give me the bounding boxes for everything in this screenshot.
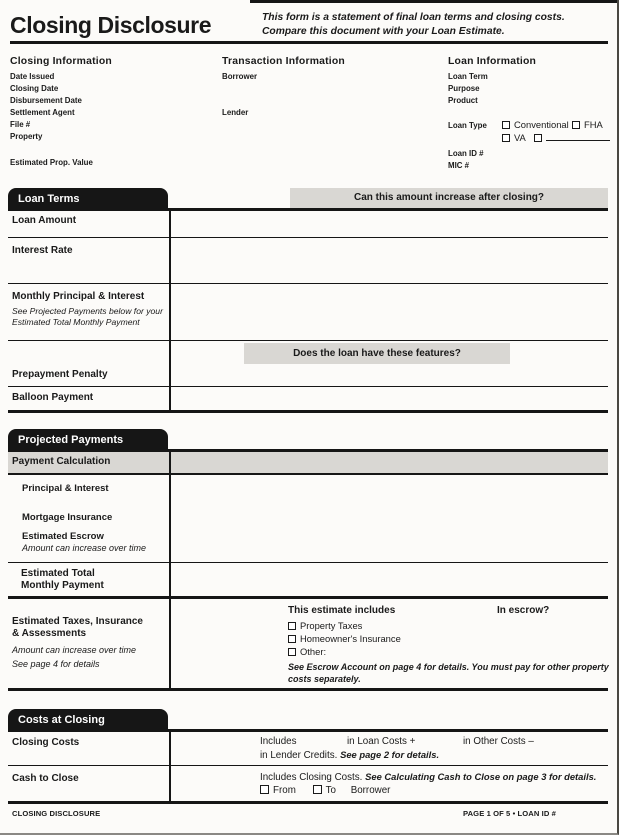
- loan-terms-divider: [169, 208, 171, 412]
- cc-lender-credits-text: in Lender Credits.: [260, 750, 338, 761]
- field-borrower: Borrower: [222, 72, 258, 81]
- field-mic: MIC #: [448, 161, 470, 170]
- row-monthly-pi: Monthly Principal & Interest: [12, 291, 145, 302]
- loan-info-title: Loan Information: [448, 56, 537, 67]
- loan-terms-tab: Loan Terms: [8, 188, 168, 210]
- features-question-bar: Does the loan have these features?: [244, 343, 510, 364]
- transaction-info-title: Transaction Information: [222, 56, 345, 67]
- monthly-pi-note-2: Estimated Total Monthly Payment: [12, 317, 140, 327]
- field-settlement-agent: Settlement Agent: [10, 108, 75, 117]
- escrow-increase-note: Amount can increase over time: [22, 543, 147, 553]
- total-bottom-rule: [8, 596, 608, 599]
- field-purpose: Purpose: [448, 84, 480, 93]
- conventional-label: Conventional: [514, 119, 569, 130]
- loan-terms-bottom-rule: [8, 410, 608, 413]
- footer-left: CLOSING DISCLOSURE: [12, 809, 101, 818]
- homeowners-insurance-option: [288, 633, 401, 644]
- cc-lender-credits-line: [260, 749, 439, 761]
- escrow-account-note: See Escrow Account on page 4 for details. You must pay for other property costs separately.: [288, 662, 609, 684]
- taxes-label-line2: & Assessments: [12, 628, 87, 639]
- other-checkbox[interactable]: [288, 648, 296, 656]
- to-label: To: [325, 785, 336, 796]
- increase-question-bar: Can this amount increase after closing?: [290, 188, 608, 208]
- row-interest-rate: Interest Rate: [12, 245, 73, 256]
- field-product: Product: [448, 96, 478, 105]
- row-line: [8, 283, 608, 284]
- row-prepayment-penalty: Prepayment Penalty: [12, 369, 108, 380]
- row-line: [8, 237, 608, 238]
- taxes-increase-note: Amount can increase over time: [12, 645, 137, 655]
- other-label: Other:: [300, 646, 327, 657]
- property-taxes-option: [288, 620, 362, 631]
- va-checkbox[interactable]: [502, 134, 510, 142]
- loan-type-conventional-option: [502, 119, 569, 130]
- from-checkbox[interactable]: [260, 785, 269, 794]
- taxes-see-page4-note: See page 4 for details: [12, 659, 100, 669]
- row-balloon-payment: Balloon Payment: [12, 392, 94, 403]
- closing-info-title: Closing Information: [10, 56, 112, 67]
- fha-label: FHA: [584, 119, 603, 130]
- row-closing-costs: Closing Costs: [12, 737, 80, 748]
- row-cash-to-close: Cash to Close: [12, 773, 79, 784]
- cash-includes-line: [260, 771, 596, 783]
- estimate-includes-header: This estimate includes: [288, 605, 396, 616]
- cash-see-details: See Calculating Cash to Close on page 3 for details.: [365, 771, 597, 782]
- row-line: [8, 386, 608, 387]
- monthly-pi-note-1: See Projected Payments below for your: [12, 306, 163, 316]
- to-checkbox[interactable]: [313, 785, 322, 794]
- projected-payments-tab: Projected Payments: [8, 429, 168, 451]
- intro-statement: This form is a statement of final loan terms and closing costs. Compare this document with your Loan Estimate.: [262, 12, 565, 37]
- fha-checkbox[interactable]: [572, 121, 580, 129]
- loan-type-fha-option: [572, 119, 603, 130]
- payment-calculation-label: Payment Calculation: [12, 456, 111, 467]
- row-principal-interest: Principal & Interest: [22, 483, 109, 494]
- estimated-total-line1: Estimated Total: [21, 568, 95, 579]
- field-estimated-prop-value: Estimated Prop. Value: [10, 158, 93, 167]
- property-taxes-checkbox[interactable]: [288, 622, 296, 630]
- field-loan-id: Loan ID #: [448, 149, 484, 158]
- footer-right: PAGE 1 OF 5 • LOAN ID #: [463, 809, 557, 818]
- estimated-total-line2: Monthly Payment: [21, 580, 104, 591]
- field-loan-type: Loan Type: [448, 121, 487, 130]
- row-line: [8, 340, 608, 341]
- in-escrow-header: In escrow?: [497, 605, 550, 616]
- va-label: VA: [514, 132, 526, 143]
- field-file-number: File #: [10, 120, 31, 129]
- loan-terms-rule: [8, 208, 608, 211]
- row-line: [8, 562, 608, 563]
- other-option: [288, 646, 326, 657]
- cc-see-details: See page 2 for details.: [340, 749, 440, 760]
- costs-bottom-rule: [8, 801, 608, 804]
- other-loan-type-checkbox[interactable]: [534, 134, 542, 142]
- field-lender: Lender: [222, 108, 249, 117]
- field-date-issued: Date Issued: [10, 72, 55, 81]
- field-property: Property: [10, 132, 43, 141]
- cc-loan-costs-text: in Loan Costs +: [347, 736, 416, 747]
- costs-rule: [8, 729, 608, 732]
- scan-edge-strip: [250, 0, 619, 3]
- taxes-label-line1: Estimated Taxes, Insurance: [12, 616, 143, 627]
- payment-calc-underline: [8, 473, 608, 475]
- conventional-checkbox[interactable]: [502, 121, 510, 129]
- field-loan-term: Loan Term: [448, 72, 488, 81]
- page-title: Closing Disclosure: [10, 12, 212, 38]
- row-line: [8, 765, 608, 766]
- header-rule: [10, 41, 608, 44]
- cc-includes-text: Includes: [260, 736, 297, 747]
- field-disbursement-date: Disbursement Date: [10, 96, 82, 105]
- other-loan-type-blank[interactable]: [546, 132, 610, 141]
- from-label: From: [273, 785, 296, 796]
- projected-bottom-rule: [8, 688, 608, 691]
- borrower-word: Borrower: [350, 785, 391, 796]
- cash-includes-text: Includes Closing Costs.: [260, 772, 363, 783]
- row-loan-amount: Loan Amount: [12, 215, 77, 226]
- homeowners-insurance-label: Homeowner's Insurance: [300, 633, 401, 644]
- projected-divider: [169, 449, 171, 689]
- costs-at-closing-tab: Costs at Closing: [8, 709, 168, 731]
- homeowners-insurance-checkbox[interactable]: [288, 635, 296, 643]
- cc-other-costs-text: in Other Costs –: [463, 736, 534, 747]
- property-taxes-label: Property Taxes: [300, 620, 363, 631]
- loan-type-va-option: [502, 132, 610, 143]
- cash-direction-options: [260, 785, 390, 796]
- row-estimated-escrow: Estimated Escrow: [22, 531, 104, 542]
- row-mortgage-insurance: Mortgage Insurance: [22, 512, 113, 523]
- field-closing-date: Closing Date: [10, 84, 59, 93]
